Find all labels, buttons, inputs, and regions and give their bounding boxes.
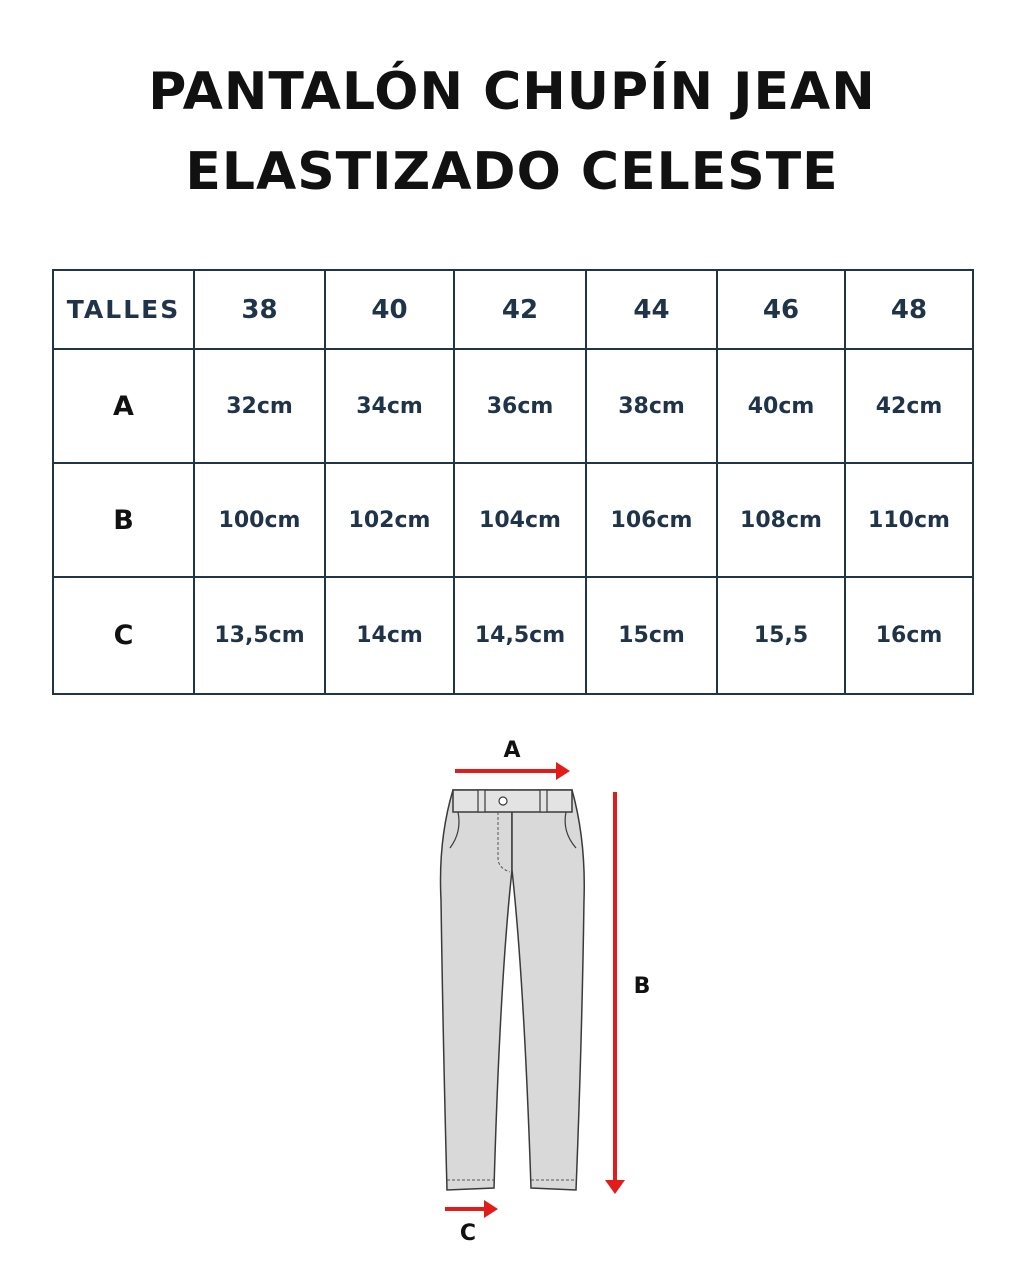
size-header-cell: 42 (454, 270, 586, 349)
measurement-cell: 13,5cm (194, 577, 325, 694)
label-c: C (459, 1221, 477, 1246)
button-icon (499, 797, 507, 805)
pants-right-leg (512, 790, 584, 1190)
measurement-cell: 14cm (325, 577, 454, 694)
size-header-cell: 46 (717, 270, 845, 349)
pants-illustration (441, 790, 585, 1190)
pocket-left (450, 812, 459, 848)
measurement-cell: 15cm (586, 577, 717, 694)
measurement-cell: 100cm (194, 463, 325, 577)
size-header-cell: 48 (845, 270, 973, 349)
measurement-cell: 16cm (845, 577, 973, 694)
measurement-cell: 14,5cm (454, 577, 586, 694)
table-row-b (53, 463, 973, 577)
belt-loop (540, 790, 547, 812)
measurement-cell: 34cm (325, 349, 454, 463)
arrow-c (445, 1200, 498, 1218)
title-line-1: PANTALÓN CHUPÍN JEAN (148, 62, 876, 122)
measurement-cell: 40cm (717, 349, 845, 463)
measurement-cell: 36cm (454, 349, 586, 463)
title-line-2: ELASTIZADO CELESTE (185, 142, 839, 202)
table-row-c (53, 577, 973, 694)
size-header-cell: 38 (194, 270, 325, 349)
pants-waistband (453, 790, 572, 812)
product-title (0, 52, 1024, 212)
measurement-cell: 38cm (586, 349, 717, 463)
row-label-c: C (53, 577, 194, 694)
measurement-cell: 15,5 (717, 577, 845, 694)
measurement-cell: 110cm (845, 463, 973, 577)
row-label-a: A (53, 349, 194, 463)
measurement-cell: 106cm (586, 463, 717, 577)
measurement-cell: 32cm (194, 349, 325, 463)
fly-stitching (498, 812, 510, 872)
table-row-a (53, 349, 973, 463)
row-label-b: B (53, 463, 194, 577)
arrow-b (605, 792, 625, 1194)
measurement-cell: 102cm (325, 463, 454, 577)
size-chart-table (52, 269, 974, 695)
label-b: B (633, 974, 651, 999)
measurement-cell: 108cm (717, 463, 845, 577)
arrow-a (455, 762, 570, 780)
measurement-cell: 104cm (454, 463, 586, 577)
size-header-cell: 40 (325, 270, 454, 349)
table-header-row (53, 270, 973, 349)
size-header-cell: 44 (586, 270, 717, 349)
belt-loop (478, 790, 485, 812)
measurement-cell: 42cm (845, 349, 973, 463)
pocket-right (565, 812, 576, 848)
header-label-talles: TALLES (53, 270, 194, 349)
pants-left-leg (441, 790, 513, 1190)
label-a: A (503, 738, 521, 763)
